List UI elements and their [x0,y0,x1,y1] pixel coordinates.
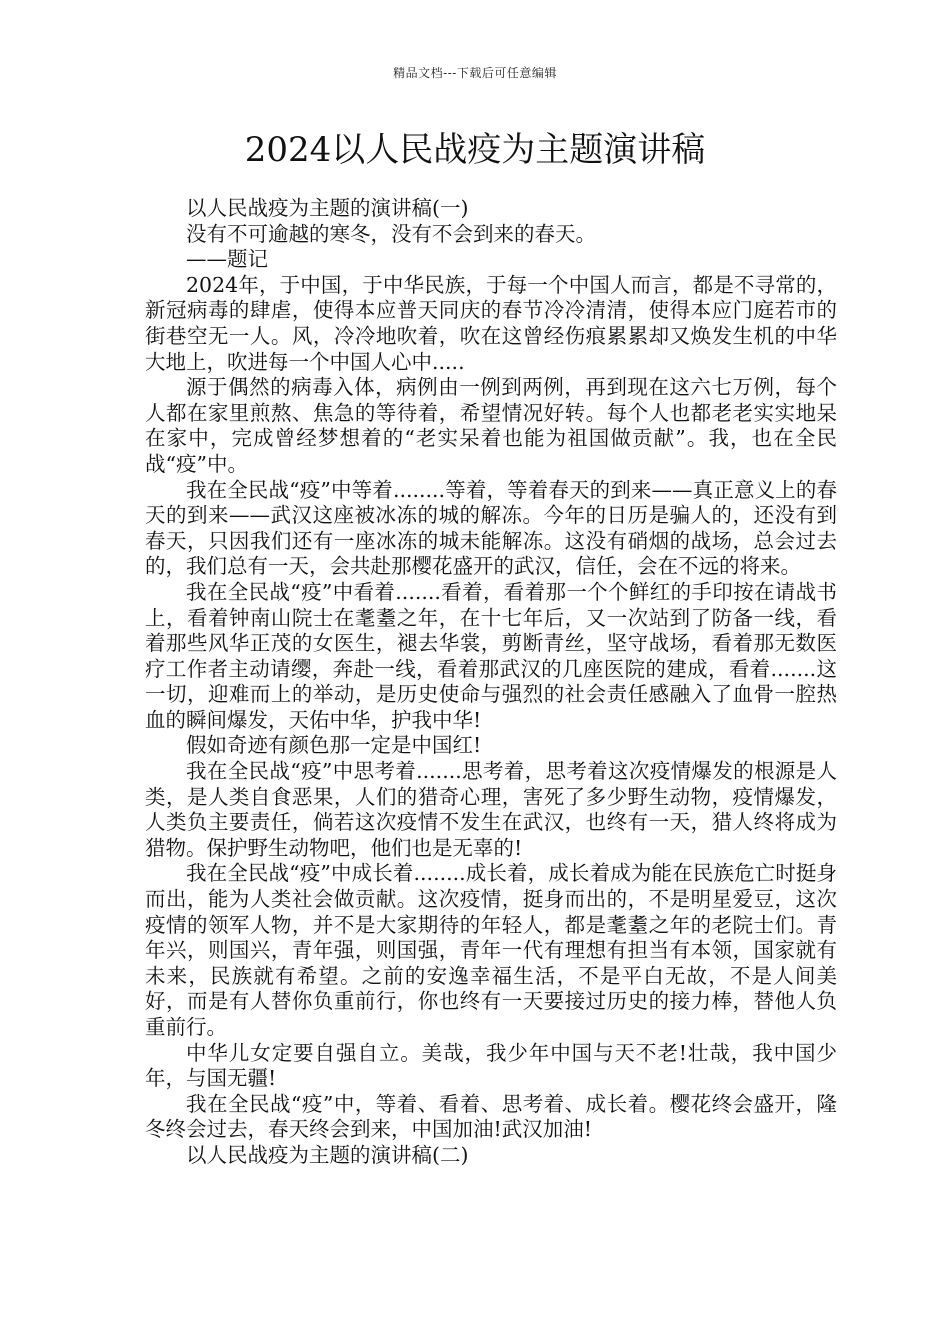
paragraph: 我在全民战“疫”中思考着.......思考着，思考着这次疫情爆发的根源是人类，是人类自食恶果，人们的猎奇心理，害死了多少野生动物，疫情爆发，人类负主要责任，倘若这次疫情不发生在武汉，也终有一天，猎人终将成为猎物。保护野生动物吧，他们也是无辜的! [145,759,837,860]
paragraph-subtitle-1: 以人民战疫为主题的演讲稿(一) [186,196,469,220]
paragraph: 我在全民战“疫”中，等着、看着、思考着、成长着。樱花终会盛开，隆冬终会过去，春天终会到来，中国加油!武汉加油! [145,1091,837,1142]
document-body [145,196,837,1169]
paragraph: 我在全民战“疫”中成长着........成长着，成长着成为能在民族危亡时挺身而出，能为人类社会做贡献。这次疫情，挺身而出的，不是明星爱豆，这次疫情的领军人物，并不是大家期待的年轻人，都是耄耋之年的老院士们。青年兴，则国兴，青年强，则国强，青年一代有理想有担当有本领，国家就有未来，民族就有希望。之前的安逸幸福生活，不是平白无故，不是人间美好，而是有人替你负重前行，你也终有一天要接过历史的接力棒，替他人负重前行。 [145,861,837,1039]
header-note: 精品文档---下载后可任意编辑 [393,66,557,80]
paragraph: 中华儿女定要自强自立。美哉，我少年中国与天不老!壮哉，我中国少年，与国无疆! [145,1040,837,1091]
document-title: 2024以人民战疫为主题演讲稿 [244,130,706,170]
paragraph-epigraph-source: ——题记 [186,247,268,272]
paragraph: 假如奇迹有颜色那一定是中国红! [186,733,482,758]
paragraph-epigraph: 没有不可逾越的寒冬，没有不会到来的春天。 [186,221,596,246]
paragraph: 我在全民战“疫”中等着........等着，等着春天的到来——真正意义上的春天的到来——武汉这座被冰冻的城的解冻。今年的日历是骗人的，还没有到春天，只因我们还有一座冰冻的城未能解冻。这没有硝烟的战场，总会过去的，我们总有一天，会共赴那樱花盛开的武汉，信任，会在不远的将来。 [145,477,837,579]
paragraph-subtitle-2: 以人民战疫为主题的演讲稿(二) [186,1142,469,1167]
paragraph: 我在全民战“疫”中看着.......看着，看着那一个个鲜红的手印按在请战书上，看着钟南山院士在耄耋之年，在十七年后，又一次站到了防备一线，看着那些风华正茂的女医生，褪去华裳，剪断青丝，坚守战场，看着那无数医疗工作者主动请缨，奔赴一线，看着那武汉的几座医院的建成，看着.......这一切，迎难而上的举动，是历史使命与强烈的社会责任感融入了血骨一腔热血的瞬间爆发，天佑中华，护我中华! [145,579,837,732]
paragraph: 2024年，于中国，于中华民族，于每一个中国人而言，都是不寻常的，新冠病毒的肆虐，使得本应普天同庆的春节冷冷清清，使得本应门庭若市的街巷空无一人。风，冷冷地吹着，吹在这曾经伤痕累累却又焕发生机的中华大地上，吹进每一个中国人心中..... [145,272,837,374]
paragraph: 源于偶然的病毒入体，病例由一例到两例，再到现在这六七万例，每个人都在家里煎熬、焦急的等待着，希望情况好转。每个人也都老老实实地呆在家中，完成曾经梦想着的“老实呆着也能为祖国做贡献”。我，也在全民战“疫”中。 [145,375,837,476]
